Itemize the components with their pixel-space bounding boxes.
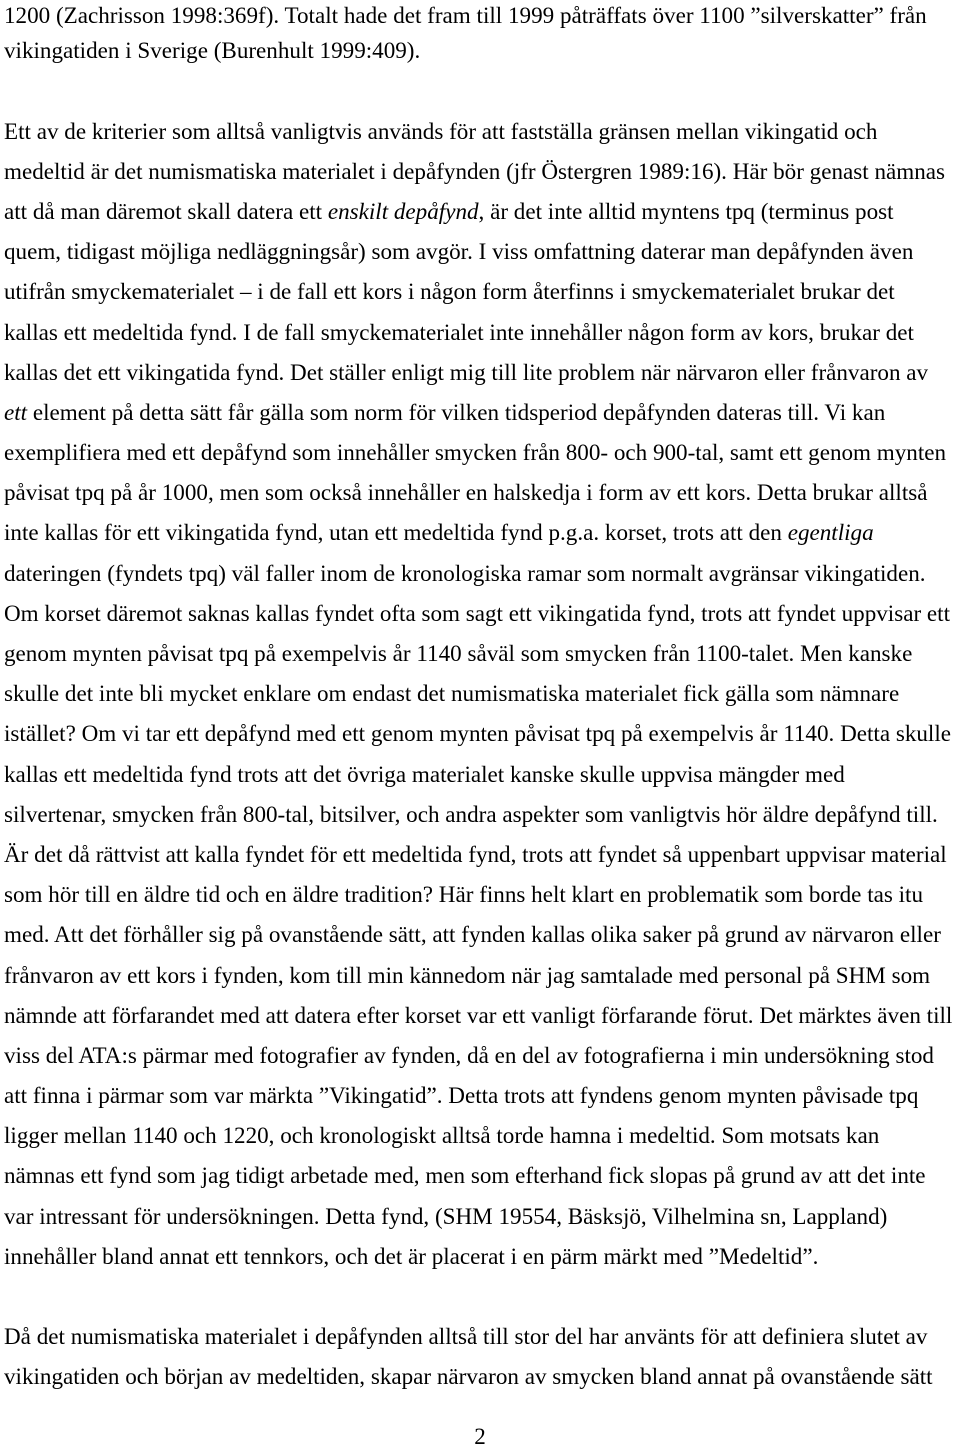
paragraph <box>4 1316 958 1396</box>
text-line: frånvaron av ett kors i fynden, kom till min kännedom när jag samtalade med personal på SHM som <box>4 961 931 988</box>
text-line: quem, tidigast möjliga nedläggningsår) som avgör. I viss omfattning daterar man depåfynden även <box>4 238 914 265</box>
text-line: nämnde att förfarandet med att datera efter korset var ett vanligt förfarande förut. Det märktes även till <box>4 1001 953 1028</box>
text-line: var intressant för undersökningen. Detta fynd, (SHM 19554, Bäsksjö, Vilhelmina sn, Lappland) <box>4 1202 888 1229</box>
text-line: viss del ATA:s pärmar med fotografier av fynden, då en del av fotografierna i min undersökning stod <box>4 1041 934 1068</box>
text-line: med. Att det förhåller sig på ovanstående sätt, att fynden kallas olika saker på grund av närvaron eller <box>4 921 941 948</box>
text-line: Ett av de kriterier som alltså vanligtvis används för att fastställa gränsen mellan vikingatid och <box>4 117 878 144</box>
text-line: dateringen (fyndets tpq) väl faller inom de kronologiska ramar som normalt avgränsar vikingatiden. <box>4 559 926 586</box>
text-segment: att då man däremot skall datera ett <box>4 197 328 224</box>
emphasis-text: egentliga <box>787 519 874 546</box>
text-line: genom mynten påvisat tpq på exempelvis år 1140 såväl som smycken från 1100-talet. Men kanske <box>4 640 913 666</box>
text-segment: inte kallas för ett vikingatida fynd, utan ett medeltida fynd p.g.a. korset, trots att den <box>4 519 788 546</box>
text-line: kallas ett medeltida fynd. I de fall smyckematerialet inte innehåller någon form av kors, brukar det <box>4 318 914 345</box>
text-line <box>4 392 958 432</box>
text-line: kallas det ett vikingatida fynd. Det ställer enligt mig till lite problem när närvaron eller frånvaron av <box>4 358 929 385</box>
text-line: Är det då rättvist att kalla fyndet för ett medeltida fynd, trots att fyndet så uppenbart uppvisar material <box>4 840 947 867</box>
text-line: Då det numismatiska materialet i depåfynden alltså till stor del har använts för att definiera slutet av <box>4 1323 928 1350</box>
text-segment: element på detta sätt får gälla som norm för vilken tidsperiod depåfynden dateras till. Vi kan <box>27 398 886 425</box>
text-line: kallas ett medeltida fynd trots att det övriga materialet kanske skulle uppvisa mängder med <box>4 760 845 787</box>
text-line <box>4 512 958 552</box>
text-line: Om korset däremot saknas kallas fyndet ofta som sagt ett vikingatida fynd, trots att fyndet uppvisar ett <box>4 599 950 626</box>
text-line: 1200 (Zachrisson 1998:369f). Totalt hade det fram till 1999 påträffats över 1100 ”silverskatter” från <box>4 2 927 28</box>
text-line: exemplifiera med ett depåfynd som innehåller smycken från 800- och 900-tal, samt ett genom mynten <box>4 439 947 466</box>
text-line: silvertenar, smycken från 800-tal, bitsilver, och andra aspekter som vanligtvis hör äldre depåfynd till. <box>4 800 938 827</box>
paragraph <box>4 111 958 1276</box>
text-line: utifrån smyckematerialet – i de fall ett kors i någon form återfinns i smyckematerialet brukar det <box>4 278 895 305</box>
text-line: nämnas ett fynd som jag tidigt arbetade med, men som efterhand fick slopas på grund av att det inte <box>4 1162 926 1189</box>
text-line: vikingatiden i Sverige (Burenhult 1999:409). <box>4 37 421 64</box>
page-number: 2 <box>474 1423 486 1447</box>
body-text <box>4 0 958 1397</box>
text-line: påvisat tpq på år 1000, men som också innehåller en halskedja i form av ett kors. Detta brukar alltså <box>4 479 928 506</box>
text-segment: , är det inte alltid myntens tpq (terminus post <box>478 197 894 224</box>
text-line: medeltid är det numismatiska materialet i depåfynden (jfr Östergren 1989:16). Här bör genast nämnas <box>4 157 945 184</box>
text-line: innehåller bland annat ett tennkors, och det är placerat i en pärm märkt med ”Medeltid”. <box>4 1242 819 1269</box>
text-line <box>4 191 958 231</box>
text-line: att finna i pärmar som var märkta ”Vikingatid”. Detta trots att fyndens genom mynten påvisade tpq <box>4 1082 919 1109</box>
text-line: vikingatiden och början av medeltiden, skapar närvaron av smycken bland annat på ovanstående sätt <box>4 1363 933 1390</box>
text-line: som hör till en äldre tid och en äldre tradition? Här finns helt klart en problematik som borde tas itu <box>4 881 924 908</box>
text-line: skulle det inte bli mycket enklare om endast det numismatiska materialet fick gälla som nämnare <box>4 680 900 707</box>
text-line: istället? Om vi tar ett depåfynd med ett genom mynten påvisat tpq på exempelvis år 1140. Detta skulle <box>4 720 952 747</box>
paragraph <box>4 0 958 70</box>
emphasis-text: enskilt depåfynd <box>327 197 479 224</box>
text-line: ligger mellan 1140 och 1220, och kronologiskt alltså torde hamna i medeltid. Som motsats kan <box>4 1122 880 1149</box>
emphasis-text: ett <box>4 398 28 425</box>
